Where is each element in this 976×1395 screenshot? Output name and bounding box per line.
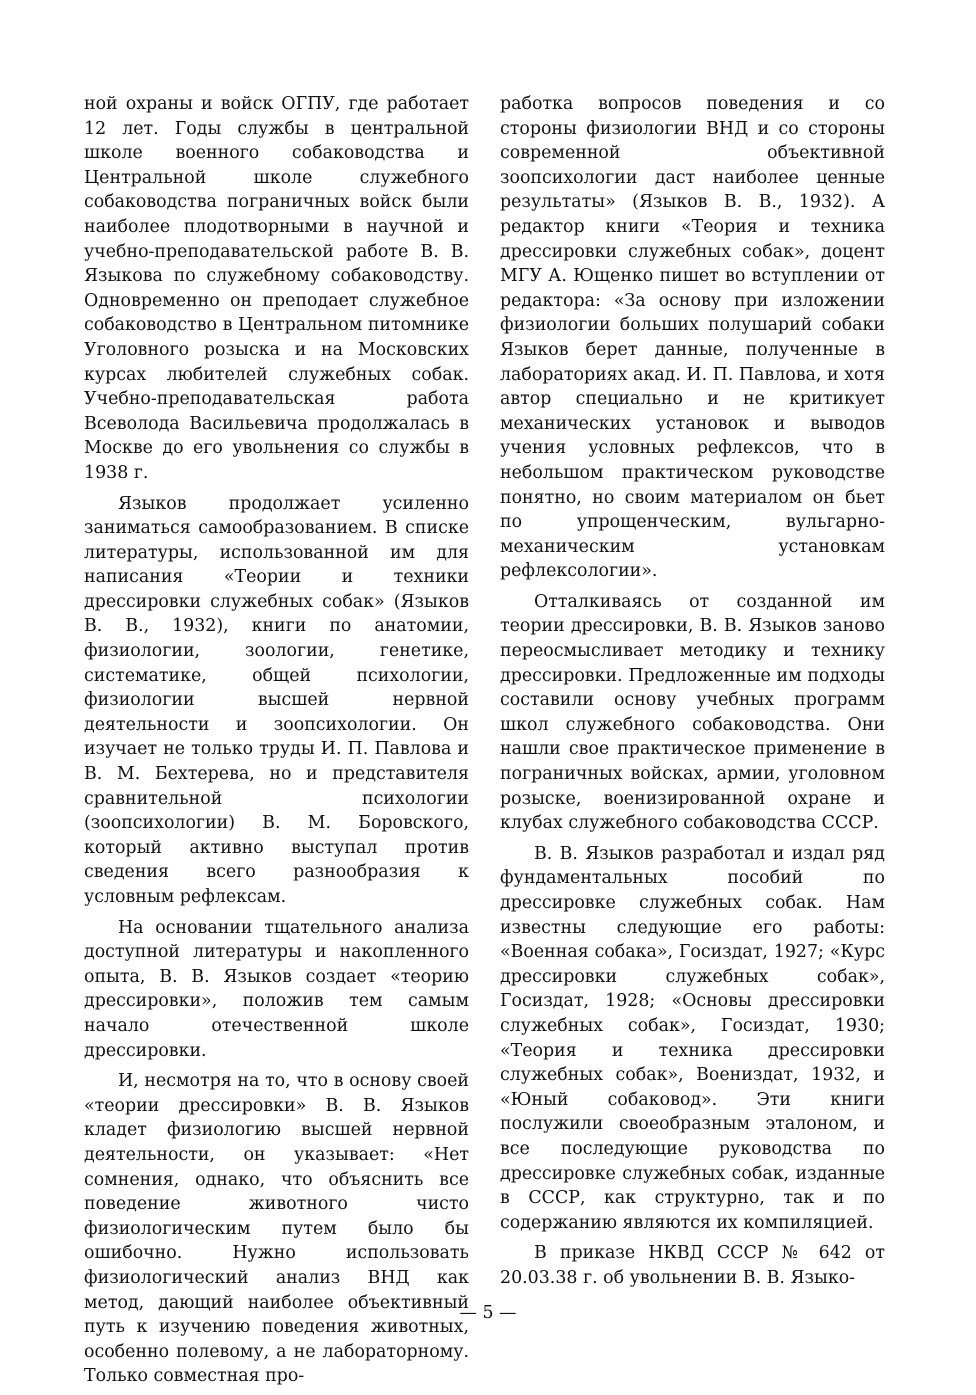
paragraph: ной охраны и войск ОГПУ, где работает 12 лет. Годы службы в центральной школе военного собаководства и Центральной школе служебного собаководства пограничных войск были наиболее плодотворными в научной и учебно-преподавательской работе В. В. Языкова по служебному собаководству. Одновременно он преподает служебное собаководство в Центральном питомнике Уголовного розыска и на Московских курсах любителей служебных собак. Учебно-преподавательская работа Всеволода Васильевича продолжалась в Москве до его увольнения со службы в 1938 г. [84, 94, 469, 483]
left-column [84, 92, 469, 1395]
paragraph: В приказе НКВД СССР № 642 от 20.03.38 г. об увольнении В. В. Языко- [500, 1243, 885, 1288]
paragraph: На основании тщательного анализа доступной литературы и накопленного опыта, В. В. Языков создает «теорию дрессировки», положив тем самым начало отечественной школе дрессировки. [84, 917, 469, 1061]
paragraph: В. В. Языков разработал и издал ряд фундаментальных пособий по дрессировке служебных собак. Нам известны следующие его работы: «Военная собака», Госиздат, 1927; «Курс дрессировки служебных собак», Госиздат, 1928; «Основы дрессировки служебных собак», Госиздат, 1930; «Теория и техника дрессировки служебных собак», Воениздат, 1932, и «Юный собаковод». Эти книги послужили своеобразным эталоном, и все последующие руководства по дрессировке служебных собак, изданные в СССР, как структурно, так и по содержанию являются их компиляцией. [500, 843, 885, 1233]
paragraph: Языков продолжает усиленно заниматься самообразованием. В списке литературы, использованной им для написания «Теории и техники дрессировки служебных собак» (Языков В. В., 1932), книги по анатомии, физиологии, зоологии, генетике, систематике, общей психологии, физиологии высшей нервной деятельности и зоопсихологии. Он изучает не только труды И. П. Павлова и В. М. Бехтерева, но и представителя сравнительной психологии (зоопсихологии) В. М. Боровского, который активно выступал против сведения всего разнообразия к условным рефлексам. [84, 493, 469, 907]
right-column [500, 92, 885, 1297]
paragraph: Отталкиваясь от созданной им теории дрессировки, В. В. Языков заново переосмысливает методику и технику дрессировки. Предложенные им подходы составили основу учебных программ школ служебного собаководства. Они нашли свое практическое применение в пограничных войсках, армии, уголовном розыске, военизированной охране и клубах служебного собаководства СССР. [500, 591, 885, 834]
page-number: — 5 — [459, 1303, 517, 1323]
paragraph: работка вопросов поведения и со стороны физиологии ВНД и со стороны современной объективной зоопсихологии даст наиболее ценные результаты» (Языков В. В., 1932). А редактор книги «Теория и техника дрессировки служебных собак», доцент МГУ А. Ющенко пишет во вступлении от редактора: «За основу при изложении физиологии больших полушарий собаки Языков берет данные, полученные в лабораториях акад. И. П. Павлова, и хотя автор специально и не критикует механических установок и выводов учения условных рефлексов, что в небольшом практическом руководстве понятно, но своим материалом он бьет по упрощенческим, вульгарно-механическим установкам рефлексологии». [500, 94, 885, 582]
paragraph: И, несмотря на то, что в основу своей «теории дрессировки» В. В. Языков кладет физиологию высшей нервной деятельности, он указывает: «Нет сомнения, однако, что объяснить все поведение животного чисто физиологическим путем было бы ошибочно. Нужно использовать физиологический анализ ВНД как метод, дающий наиболее объективный путь к изучению поведения животных, особенно полевому, а не лабораторному. Только совместная про- [84, 1071, 469, 1387]
